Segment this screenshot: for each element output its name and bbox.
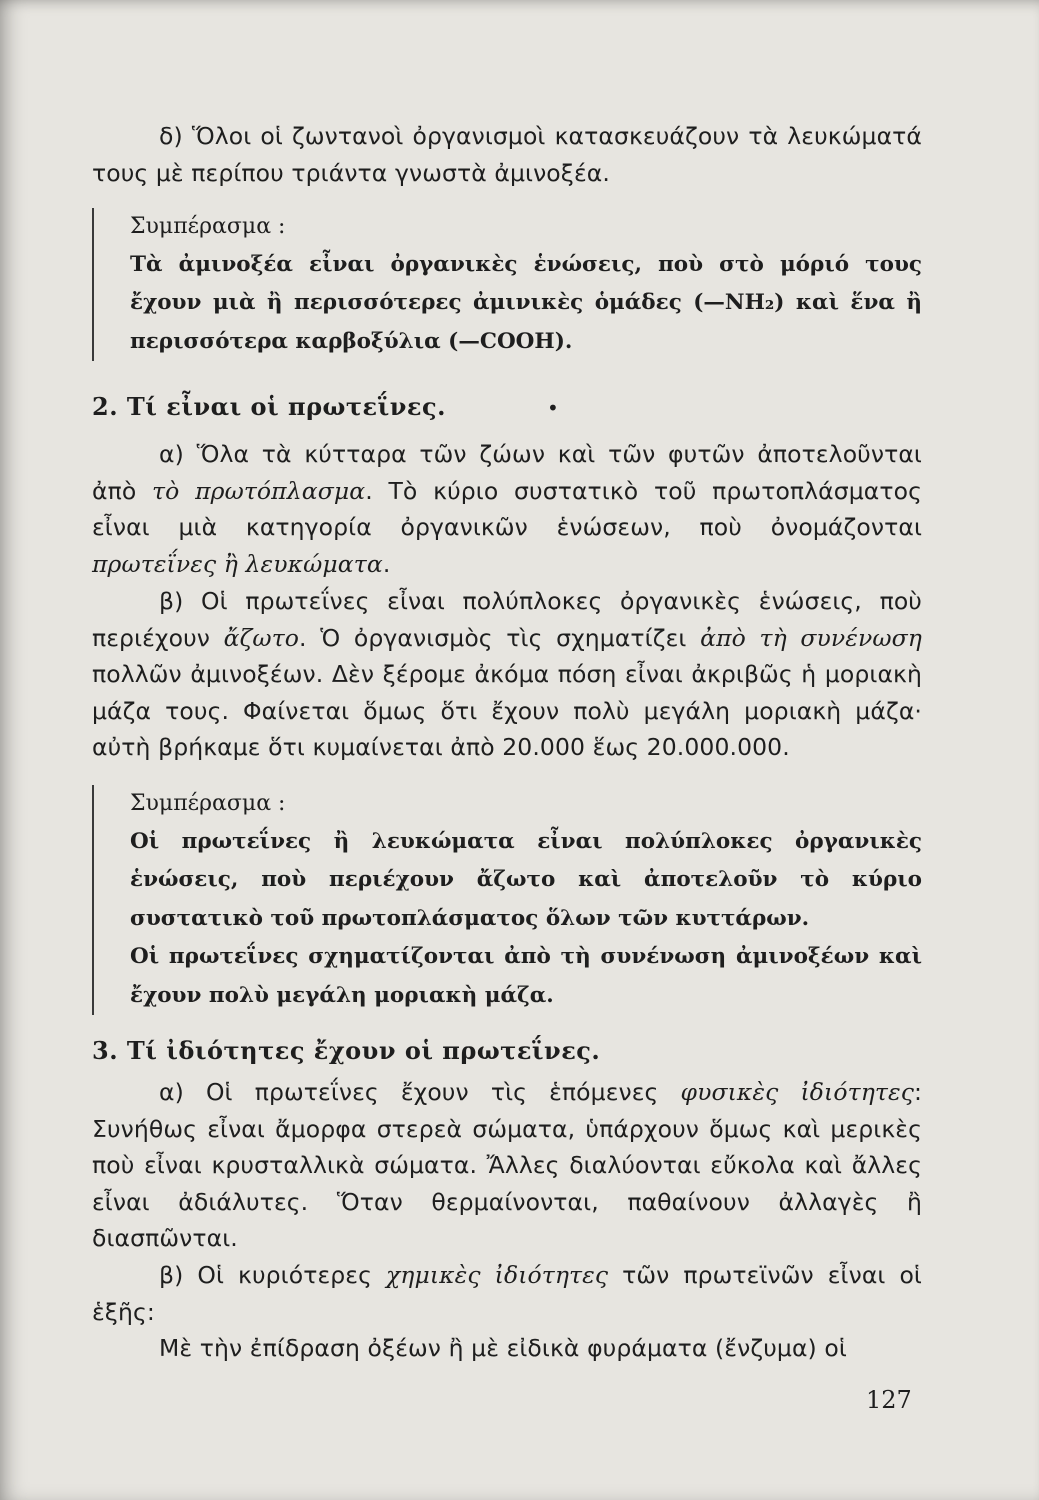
conclusion-text-1: Οἱ πρωτεΐνες ἢ λευκώματα εἶναι πολύπλοκες ὀργανικὲς ἑνώσεις, ποὺ περιέχουν ἄζωτο καὶ ἀποτελοῦν τὸ κύριο συστατικὸ τοῦ πρωτοπλάσματος ὅλων τῶν κυττάρων. [130, 829, 922, 931]
paragraph-gamma-3: Μὲ τὴν ἐπίδραση ὀξέων ἢ μὲ εἰδικὰ φυράματα (ἔνζυμα) οἱ [159, 1334, 847, 1362]
paragraph-delta-text: δ) Ὅλοι οἱ ζωντανοὶ ὀργανισμοὶ κατασκευάζουν τὰ λευκώματά τους μὲ περίπου τριάντα γνωστὰ ἀμινοξέα. [92, 122, 922, 187]
paragraph-beta-2: β) Οἱ πρωτεΐνες εἶναι πολύπλοκες ὀργανικὲς ἑνώσεις, ποὺ περιέχουν ἄζωτο. Ὁ ὀργανισμὸς τὶς σχηματίζει ἀπὸ τὴ συνένωση πολλῶν ἀμινοξέων. Δὲν ξέρομε ἀκόμα πόση εἶναι ἀκριβῶς ἡ μοριακὴ μάζα τους. Φαίνεται ὅμως ὅτι ἔχουν πολὺ μεγάλη μοριακὴ μάζα· αὐτὴ βρήκαμε ὅτι κυμαίνεται ἀπὸ 20.000 ἕως 20.000.000. [92, 587, 922, 762]
paragraph-alpha-2: α) Ὅλα τὰ κύτταρα τῶν ζώων καὶ τῶν φυτῶν ἀποτελοῦνται ἀπὸ τὸ πρωτόπλασμα. Τὸ κύριο συστατικὸ τοῦ πρωτοπλάσματος εἶναι μιὰ κατηγορία ὀργανικῶν ἑνώσεων, ποὺ ὀνομάζονται πρωτεΐνες ἢ λευκώματα. [92, 440, 923, 578]
conclusion-label: Συμπέρασμα : [130, 214, 286, 239]
page-number: 127 [866, 1386, 912, 1414]
stray-dot: • [547, 396, 559, 420]
paragraph-alpha-3: α) Οἱ πρωτεΐνες ἔχουν τὶς ἑπόμενες φυσικὲς ἰδιότητες: Συνήθως εἶναι ἄμορφα στερεὰ σώματα, ὑπάρχουν ὅμως καὶ μερικὲς ποὺ εἶναι κρυσταλλικὰ σώματα. Ἄλλες διαλύονται εὔκολα καὶ ἄλλες εἶναι ἀδιάλυτες. Ὅταν θερμαίνονται, παθαίνουν ἀλλαγὲς ἢ διασπῶνται. [92, 1078, 922, 1253]
section-heading-3: 3. Τί ἰδιότητες ἔχουν οἱ πρωτεΐνες. [92, 1036, 601, 1065]
section-heading-2: 2. Τί εἶναι οἱ πρωτεΐνες. [92, 392, 446, 421]
paragraph-delta [92, 118, 922, 191]
paragraph-beta-3: β) Οἱ κυριότερες χημικὲς ἰδιότητες τῶν πρωτεϊνῶν εἶναι οἱ ἑξῆς: [92, 1261, 922, 1326]
conclusion-text: Τὰ ἀμινοξέα εἶναι ὀργανικὲς ἑνώσεις, ποὺ στὸ μόριό τους ἔχουν μιὰ ἢ περισσότερες ἀμινικὲς ὁμάδες (—NH₂) καὶ ἕνα ἢ περισσότερα καρβοξύλια (—COOH). [130, 252, 922, 354]
conclusion-text-2: Οἱ πρωτεΐνες σχηματίζονται ἀπὸ τὴ συνένωση ἀμινοξέων καὶ ἔχουν πολὺ μεγάλη μοριακὴ μάζα. [130, 944, 922, 1008]
conclusion-box-1 [92, 208, 922, 361]
conclusion-label: Συμπέρασμα : [130, 791, 286, 816]
conclusion-box-2 [92, 785, 922, 1015]
